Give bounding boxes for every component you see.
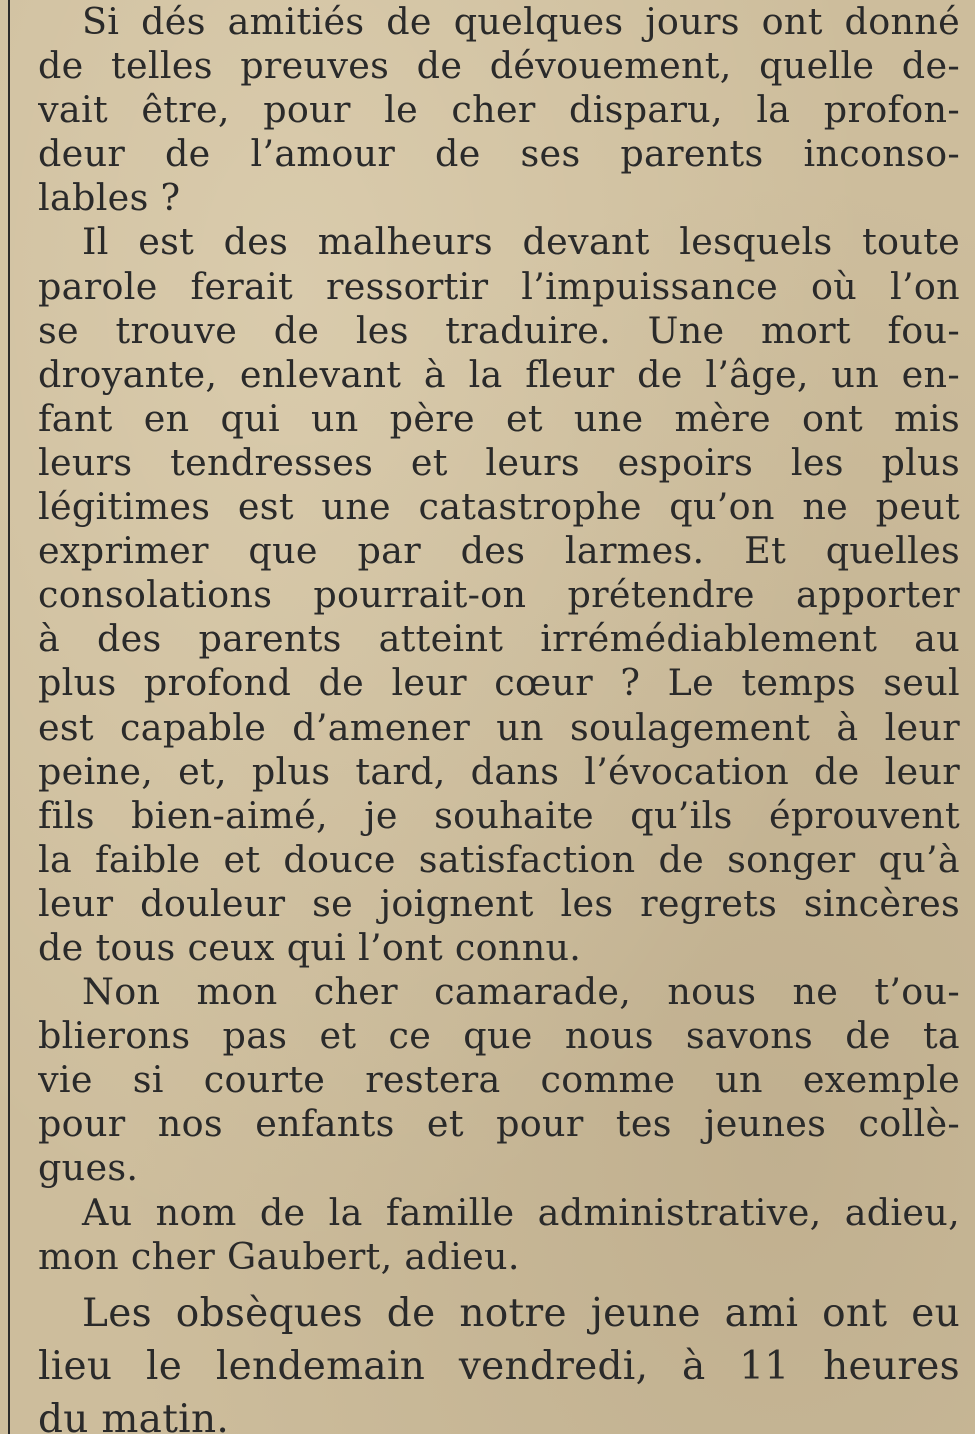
text-line: Il est des malheurs devant lesquels toute [82,220,960,264]
text-line: se trouve de les traduire. Une mort fou- [38,308,960,352]
text-line: Au nom de la famille administrative, adieu, [82,1190,960,1234]
paragraph-1 [38,0,960,220]
text-line: lables ? [38,176,181,220]
text-line: Les obsèques de notre jeune ami ont eu [82,1290,960,1336]
text-line: vait être, pour le cher disparu, la profon- [38,88,960,132]
paragraph-4 [38,1191,960,1279]
text-line: à des parents atteint irrémédiablement au [38,617,960,661]
text-line: légitimes est une catastrophe qu’on ne peut [38,485,960,529]
text-line: leurs tendresses et leurs espoirs les plus [38,440,960,484]
text-line: peine, et, plus tard, dans l’évocation de leur [38,749,960,793]
paragraph-3 [38,970,960,1190]
text-line: vie si courte restera comme un exemple [38,1058,960,1102]
column-rule [8,0,10,1434]
paragraph-gap [38,1279,960,1287]
text-line: droyante, enlevant à la fleur de l’âge, un en- [38,352,960,396]
text-line: blierons pas et ce que nous savons de ta [38,1014,960,1058]
text-line: exprimer que par des larmes. Et quelles [38,529,960,573]
paragraph-5 [38,1287,960,1434]
text-line: fant en qui un père et une mère ont mis [38,396,960,440]
text-line: parole ferait ressortir l’impuissance où l’on [38,264,960,308]
text-line: pour nos enfants et pour tes jeunes collè- [38,1102,960,1146]
text-line: mon cher Gaubert, adieu. [38,1234,520,1278]
text-line: Si dés amitiés de quelques jours ont donné [82,0,960,43]
text-line: de tous ceux qui l’ont connu. [38,925,582,969]
text-line: plus profond de leur cœur ? Le temps seul [38,661,960,705]
text-line: est capable d’amener un soulagement à leur [38,705,960,749]
text-line: leur douleur se joignent les regrets sincères [38,881,960,925]
text-line: deur de l’amour de ses parents inconso- [38,132,960,176]
text-line: lieu le lendemain vendredi, à 11 heures [38,1343,960,1389]
text-line: consolations pourrait-on prétendre apporter [38,573,960,617]
text-line: du matin. [38,1396,230,1434]
text-line: de telles preuves de dévouement, quelle de- [38,44,960,88]
text-line: la faible et douce satisfaction de songer qu’à [38,837,960,881]
text-line: gues. [38,1146,139,1190]
text-line: fils bien-aimé, je souhaite qu’ils éprouvent [38,793,960,837]
article-column [38,0,960,1434]
text-line: Non mon cher camarade, nous ne t’ou- [82,970,960,1014]
paragraph-2 [38,220,960,970]
